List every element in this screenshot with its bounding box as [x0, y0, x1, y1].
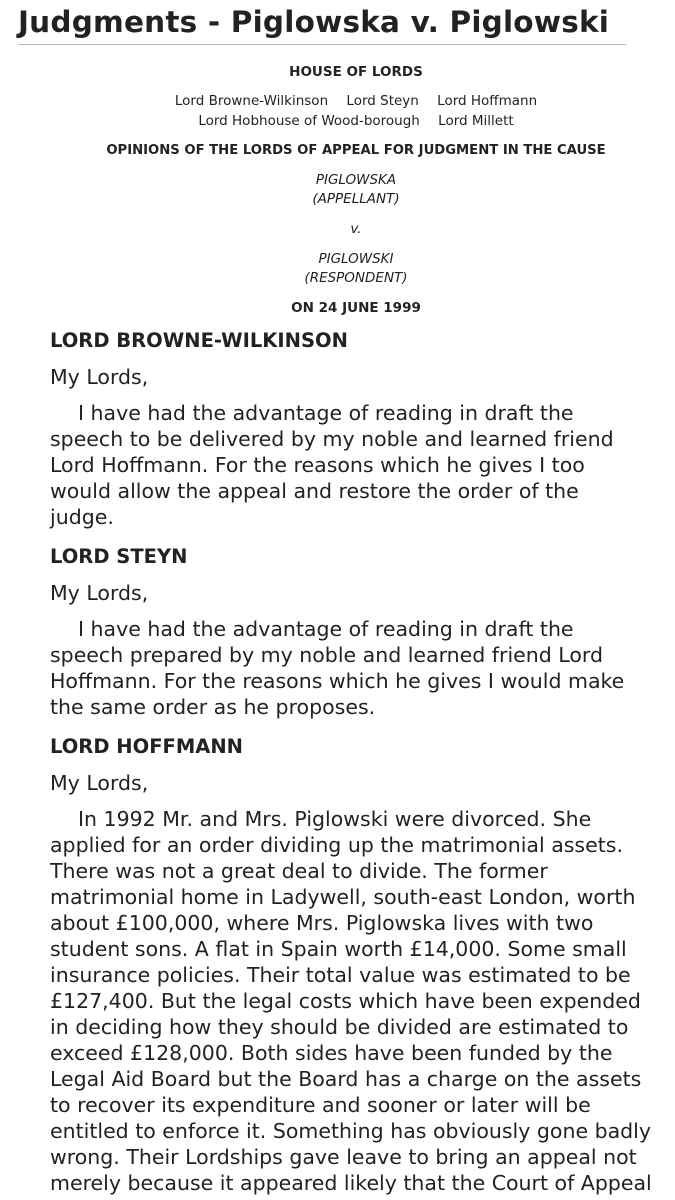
appellant-name: PIGLOWSKA [315, 172, 397, 188]
speech-paragraph [50, 806, 670, 1196]
paragraph-line: Hoffmann. For the reasons which he gives I would make [50, 669, 625, 693]
speech-hoffmann [50, 733, 670, 1196]
paragraph-line: the same order as he proposes. [50, 695, 376, 719]
speech-paragraph [50, 616, 670, 720]
paragraph-line: in deciding how they should be divided are estimated to [50, 1015, 629, 1039]
lords-list-row-2 [0, 113, 675, 129]
appellant-role: (APPELLANT) [312, 191, 400, 207]
page-title: Judgments - Piglowska v. Piglowski [18, 4, 626, 45]
paragraph-line: Lord Hoffmann. For the reasons which he gives I too [50, 453, 585, 477]
paragraph-line: £127,400. But the legal costs which have been expended [50, 989, 641, 1013]
lord-name: Lord Browne-Wilkinson [174, 93, 329, 109]
speech-browne-wilkinson [50, 327, 670, 530]
versus: v. [350, 221, 362, 237]
lord-name: Lord Hoffmann [437, 93, 538, 109]
paragraph-line: In 1992 Mr. and Mrs. Piglowski were divorced. She [78, 807, 592, 831]
paragraph-line: merely because it appeared likely that the Court of Appeal [50, 1171, 652, 1195]
paragraph-line: insurance policies. Their total value was estimated to be [50, 963, 631, 987]
speech-steyn [50, 543, 670, 720]
court-name: HOUSE OF LORDS [289, 64, 423, 80]
opinions-heading: OPINIONS OF THE LORDS OF APPEAL FOR JUDGMENT IN THE CAUSE [106, 143, 606, 158]
speaker-heading: LORD BROWNE-WILKINSON [50, 329, 348, 352]
respondent-role: (RESPONDENT) [304, 270, 408, 286]
speech-paragraph [50, 400, 670, 530]
salutation: My Lords, [50, 365, 149, 389]
paragraph-line: wrong. Their Lordships gave leave to bring an appeal not [50, 1145, 637, 1169]
salutation: My Lords, [50, 581, 149, 605]
paragraph-line: would allow the appeal and restore the order of the [50, 479, 579, 503]
paragraph-line: speech prepared by my noble and learned friend Lord [50, 643, 603, 667]
respondent-name: PIGLOWSKI [318, 251, 394, 267]
speaker-heading: LORD STEYN [50, 545, 188, 568]
lord-name: Lord Millett [438, 113, 514, 129]
paragraph-line: applied for an order dividing up the matrimonial assets. [50, 833, 623, 857]
paragraph-line: I have had the advantage of reading in draft the [78, 617, 574, 641]
paragraph-line: Legal Aid Board but the Board has a charge on the assets [50, 1067, 642, 1091]
speaker-heading: LORD HOFFMANN [50, 735, 243, 758]
lord-name: Lord Steyn [346, 93, 419, 109]
paragraph-line: exceed £128,000. Both sides have been funded by the [50, 1041, 613, 1065]
salutation: My Lords, [50, 771, 149, 795]
paragraph-line: about £100,000, where Mrs. Piglowska lives with two [50, 911, 594, 935]
paragraph-line: matrimonial home in Ladywell, south-east London, worth [50, 885, 636, 909]
lord-name: Lord Hobhouse of Wood-borough [198, 113, 420, 129]
paragraph-line: I have had the advantage of reading in draft the [78, 401, 574, 425]
paragraph-line: entitled to enforce it. Something has obviously gone badly [50, 1119, 651, 1143]
paragraph-line: There was not a great deal to divide. The former [50, 859, 548, 883]
judgment-date: ON 24 JUNE 1999 [291, 300, 421, 316]
paragraph-line: to recover its expenditure and sooner or later will be [50, 1093, 591, 1117]
paragraph-line: speech to be delivered by my noble and learned friend [50, 427, 614, 451]
lords-list-row-1 [0, 93, 675, 109]
paragraph-line: student sons. A flat in Spain worth £14,000. Some small [50, 937, 627, 961]
paragraph-line: judge. [50, 505, 114, 529]
